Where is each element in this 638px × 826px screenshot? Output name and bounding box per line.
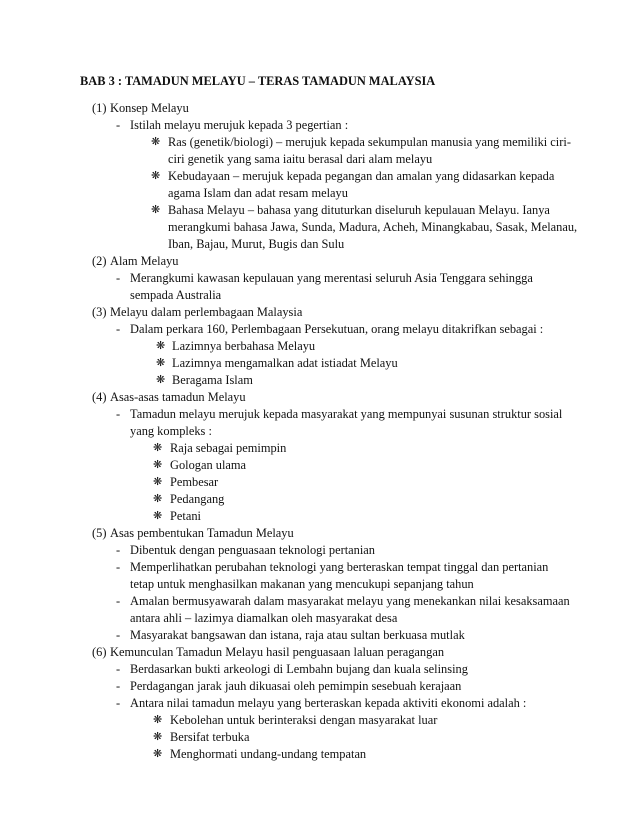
list-item-text: Perdagangan jarak jauh dikuasai oleh pemimpin sesebuah kerajaan bbox=[130, 679, 462, 693]
section-heading-text: Asas pembentukan Tamadun Melayu bbox=[110, 526, 294, 540]
dash-marker: - bbox=[116, 560, 121, 574]
section-number: (3) bbox=[92, 305, 107, 319]
section-heading-text: Kemunculan Tamadun Melayu hasil penguasaan laluan peragangan bbox=[110, 645, 445, 659]
bullet-item bbox=[0, 491, 580, 508]
dash-marker: - bbox=[116, 271, 121, 285]
bullet-text: Pedangang bbox=[170, 492, 225, 506]
section-number: (6) bbox=[92, 645, 107, 659]
asterisk-bullet-icon: ❋ bbox=[153, 510, 163, 522]
bullet-item bbox=[0, 168, 578, 202]
asterisk-bullet-icon: ❋ bbox=[153, 493, 163, 505]
section-number: (1) bbox=[92, 101, 107, 115]
bullet-text: Lazimnya mengamalkan adat istiadat Melayu bbox=[172, 356, 398, 370]
list-item bbox=[0, 270, 570, 304]
list-item bbox=[0, 695, 570, 712]
asterisk-bullet-icon: ❋ bbox=[156, 374, 166, 386]
asterisk-bullet-icon: ❋ bbox=[153, 731, 163, 743]
list-item-text: Amalan bermusyawarah dalam masyarakat melayu yang menekankan nilai kesaksamaan antara ahli – lazimya diamalkan oleh masyarakat desa bbox=[130, 594, 570, 625]
list-item-text: Antara nilai tamadun melayu yang berteraskan kepada aktiviti ekonomi adalah : bbox=[130, 696, 527, 710]
dash-marker: - bbox=[116, 407, 121, 421]
section-heading bbox=[0, 253, 638, 270]
list-item-text: Dalam perkara 160, Perlembagaan Persekutuan, orang melayu ditakrifkan sebagai : bbox=[130, 322, 544, 336]
section-heading bbox=[0, 525, 638, 542]
page-title: BAB 3 : TAMADUN MELAYU – TERAS TAMADUN MALAYSIA bbox=[80, 74, 436, 88]
list-item-text: Merangkumi kawasan kepulauan yang merentasi seluruh Asia Tenggara sehingga sempada Australia bbox=[130, 271, 533, 302]
dash-marker: - bbox=[116, 679, 121, 693]
list-item bbox=[0, 593, 570, 627]
bullet-item bbox=[0, 338, 582, 355]
bullet-text: Bersifat terbuka bbox=[170, 730, 250, 744]
bullet-item bbox=[0, 712, 580, 729]
asterisk-bullet-icon: ❋ bbox=[151, 204, 161, 216]
section-heading bbox=[0, 644, 638, 661]
bullet-item bbox=[0, 355, 582, 372]
list-item bbox=[0, 117, 570, 134]
bullet-item bbox=[0, 440, 580, 457]
list-item bbox=[0, 678, 570, 695]
asterisk-bullet-icon: ❋ bbox=[153, 748, 163, 760]
dash-marker: - bbox=[116, 662, 121, 676]
bullet-item bbox=[0, 508, 580, 525]
asterisk-bullet-icon: ❋ bbox=[151, 170, 161, 182]
bullet-item bbox=[0, 474, 580, 491]
bullet-text: Ras (genetik/biologi) – merujuk kepada sekumpulan manusia yang memiliki ciri-ciri genetik yang sama iaitu berasal dari alam melayu bbox=[168, 135, 571, 166]
dash-marker: - bbox=[116, 628, 121, 642]
bullet-item bbox=[0, 746, 580, 763]
list-item bbox=[0, 542, 570, 559]
section-heading-text: Melayu dalam perlembagaan Malaysia bbox=[110, 305, 303, 319]
bullet-item bbox=[0, 729, 580, 746]
bullet-text: Pembesar bbox=[170, 475, 219, 489]
section-heading-text: Konsep Melayu bbox=[110, 101, 189, 115]
document-body bbox=[0, 100, 638, 763]
list-item-text: Berdasarkan bukti arkeologi di Lembahn bujang dan kuala selinsing bbox=[130, 662, 468, 676]
section-heading-text: Alam Melayu bbox=[110, 254, 179, 268]
list-item-text: Istilah melayu merujuk kepada 3 pegertian : bbox=[130, 118, 349, 132]
asterisk-bullet-icon: ❋ bbox=[151, 136, 161, 148]
bullet-text: Raja sebagai pemimpin bbox=[170, 441, 287, 455]
asterisk-bullet-icon: ❋ bbox=[153, 476, 163, 488]
bullet-item bbox=[0, 134, 578, 168]
section-heading bbox=[0, 100, 638, 117]
bullet-text: Menghormati undang-undang tempatan bbox=[170, 747, 367, 761]
bullet-item bbox=[0, 372, 582, 389]
section-number: (4) bbox=[92, 390, 107, 404]
list-item-text: Dibentuk dengan penguasaan teknologi pertanian bbox=[130, 543, 375, 557]
dash-marker: - bbox=[116, 696, 121, 710]
section-heading bbox=[0, 304, 638, 321]
bullet-text: Kebudayaan – merujuk kepada pegangan dan amalan yang didasarkan kepada agama Islam dan adat resam melayu bbox=[168, 169, 555, 200]
dash-marker: - bbox=[116, 322, 121, 336]
bullet-text: Kebolehan untuk berinteraksi dengan masyarakat luar bbox=[170, 713, 438, 727]
dash-marker: - bbox=[116, 594, 121, 608]
asterisk-bullet-icon: ❋ bbox=[156, 357, 166, 369]
list-item bbox=[0, 661, 570, 678]
bullet-text: Petani bbox=[170, 509, 201, 523]
section-heading bbox=[0, 389, 638, 406]
asterisk-bullet-icon: ❋ bbox=[153, 714, 163, 726]
bullet-text: Beragama Islam bbox=[172, 373, 253, 387]
section-number: (2) bbox=[92, 254, 107, 268]
list-item bbox=[0, 321, 570, 338]
dash-marker: - bbox=[116, 543, 121, 557]
section-number: (5) bbox=[92, 526, 107, 540]
asterisk-bullet-icon: ❋ bbox=[153, 442, 163, 454]
asterisk-bullet-icon: ❋ bbox=[156, 340, 166, 352]
asterisk-bullet-icon: ❋ bbox=[153, 459, 163, 471]
section-heading-text: Asas-asas tamadun Melayu bbox=[110, 390, 246, 404]
list-item-text: Tamadun melayu merujuk kepada masyarakat yang mempunyai susunan struktur sosial yang kompleks : bbox=[130, 407, 563, 438]
bullet-text: Bahasa Melayu – bahasa yang dituturkan diseluruh kepulauan Melayu. Ianya merangkumi bahasa Jawa, Sunda, Madura, Acheh, Minangkabau, Sasak, Melanau, Iban, Bajau, Murut, Bugis dan Sulu bbox=[168, 203, 578, 251]
dash-marker: - bbox=[116, 118, 121, 132]
bullet-item bbox=[0, 202, 578, 253]
list-item bbox=[0, 627, 570, 644]
list-item-text: Masyarakat bangsawan dan istana, raja atau sultan berkuasa mutlak bbox=[130, 628, 465, 642]
bullet-text: Lazimnya berbahasa Melayu bbox=[172, 339, 316, 353]
bullet-text: Gologan ulama bbox=[170, 458, 247, 472]
bullet-item bbox=[0, 457, 580, 474]
list-item bbox=[0, 559, 570, 593]
list-item-text: Memperlihatkan perubahan teknologi yang berteraskan tempat tinggal dan pertanian tetap untuk menghasilkan makanan yang mencukupi sepanjang tahun bbox=[130, 560, 549, 591]
list-item bbox=[0, 406, 570, 440]
